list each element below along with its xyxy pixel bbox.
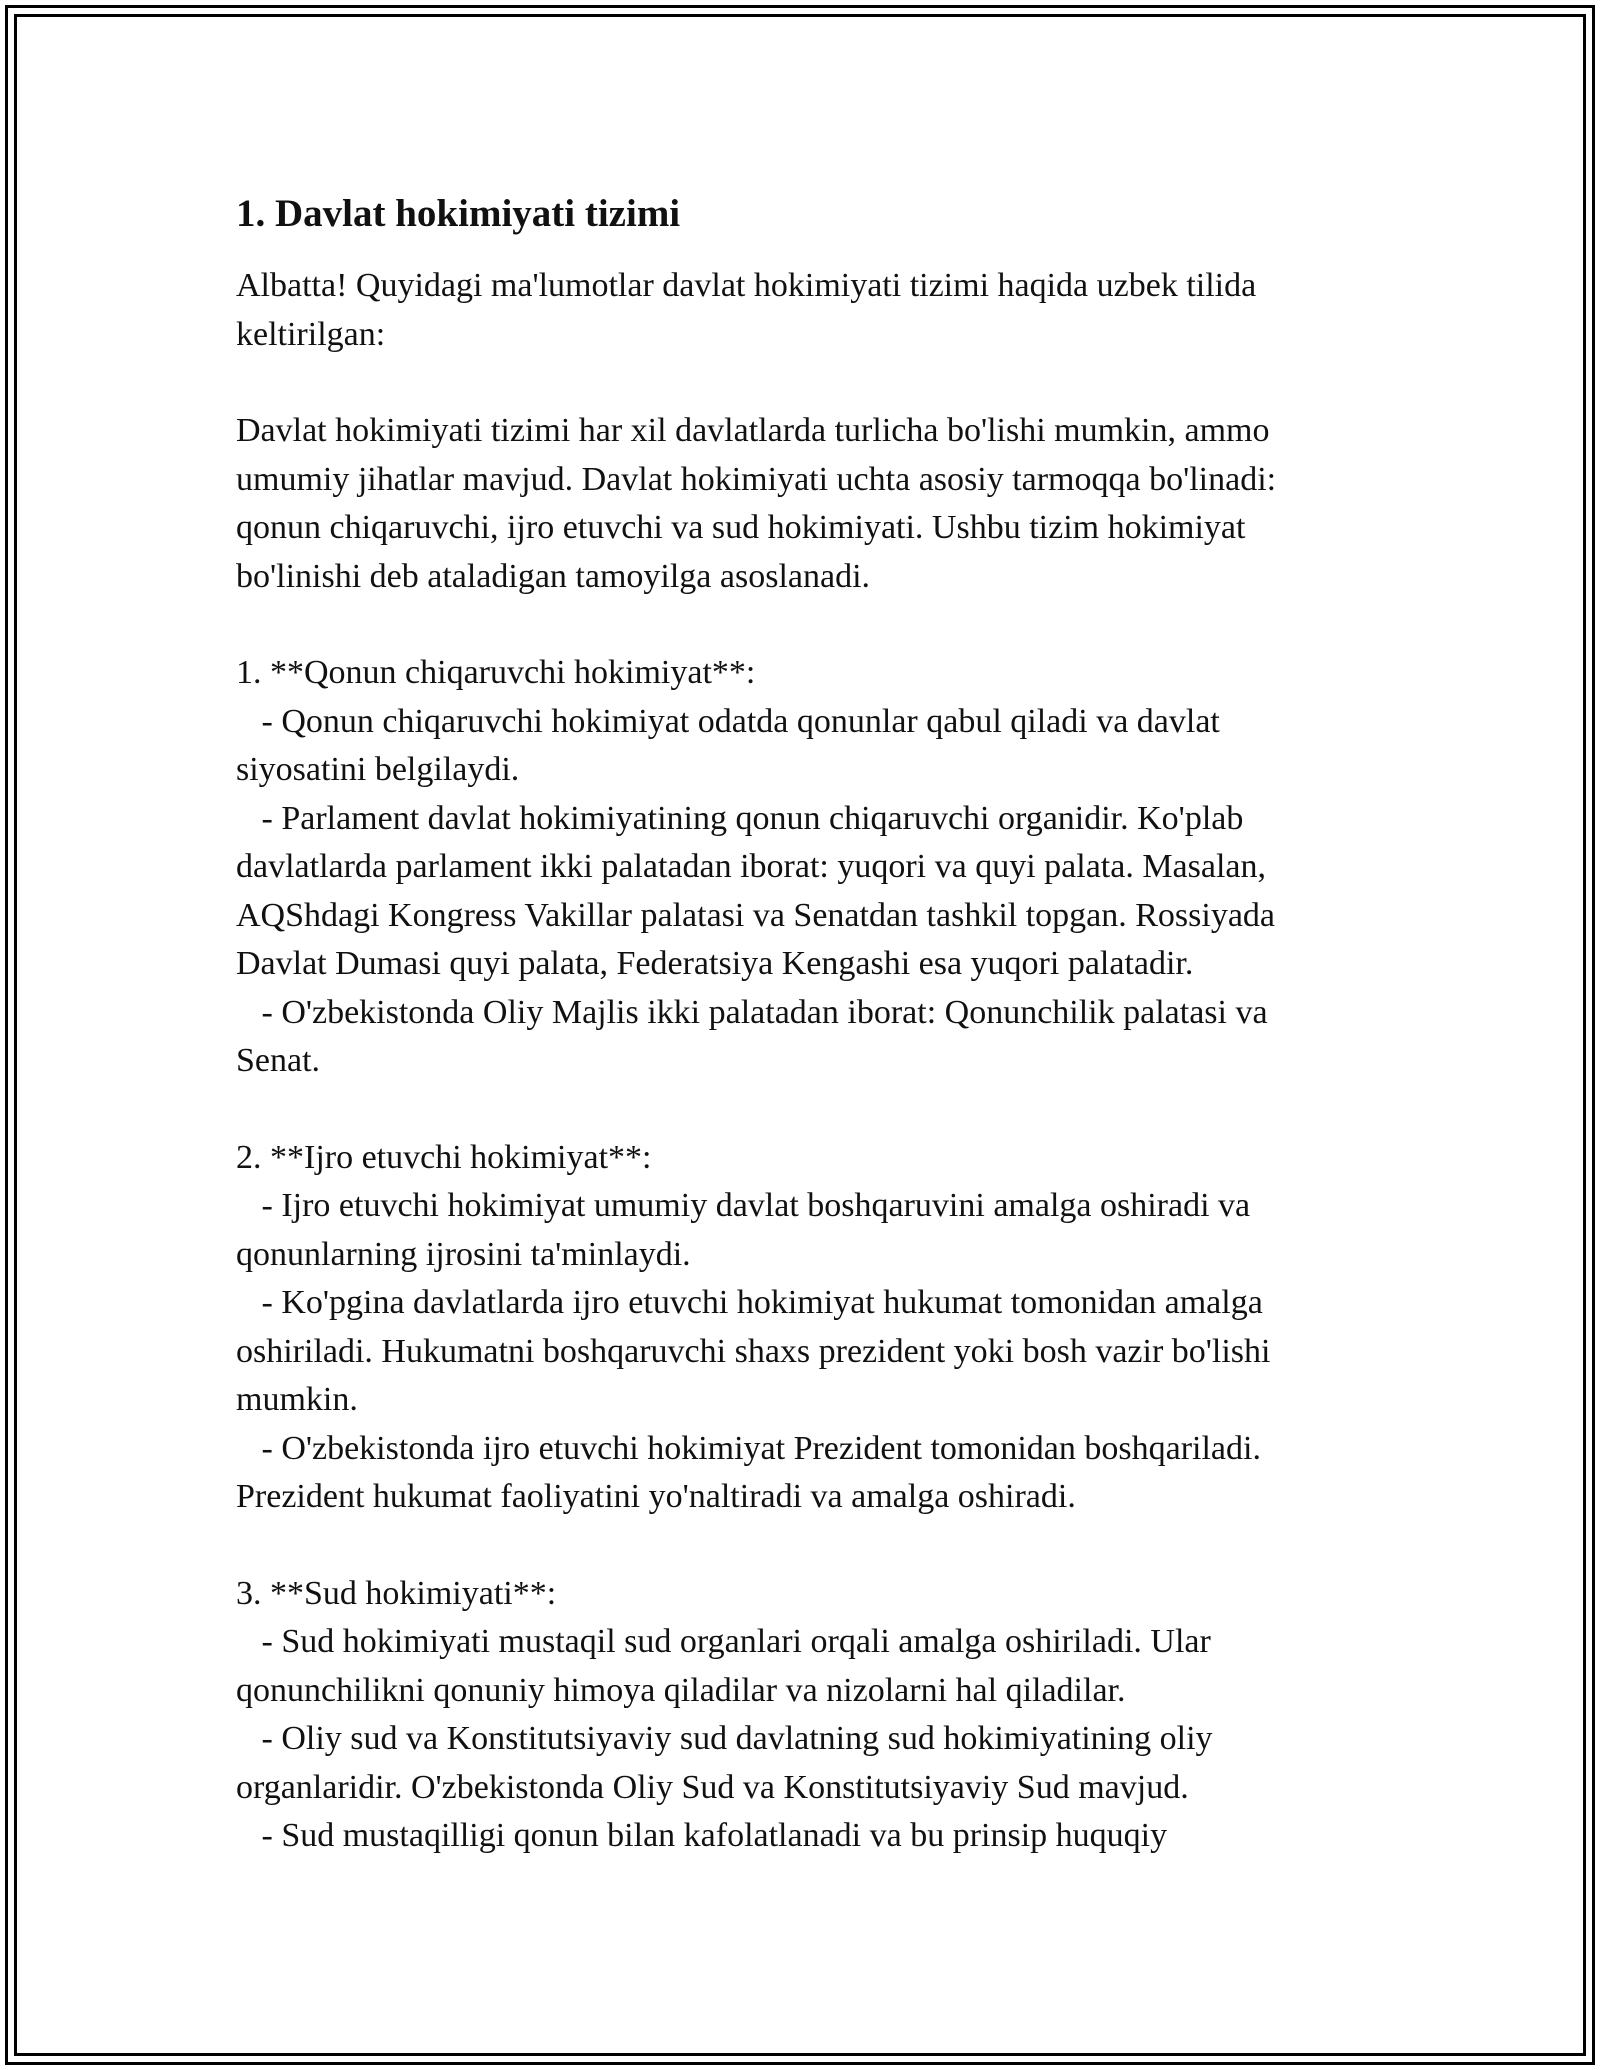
text-line: Albatta! Quyidagi ma'lumotlar davlat hokimiyati tizimi haqida uzbek tilida	[236, 267, 1257, 304]
text-line: Senat.	[236, 1042, 321, 1079]
text-line: keltirilgan:	[236, 315, 386, 353]
list-item-heading: 2. **Ijro etuvchi hokimiyat**:	[236, 1138, 652, 1176]
text-line: qonun chiqaruvchi, ijro etuvchi va sud hokimiyati. Ushbu tizim hokimiyat	[236, 509, 1246, 546]
intro-paragraph	[236, 262, 1366, 359]
text-line: Davlat hokimiyati tizimi har xil davlatlarda turlicha bo'lishi mumkin, ammo	[236, 412, 1270, 449]
text-line: Prezident hukumat faoliyatini yo'naltiradi va amalga oshiradi.	[236, 1478, 1076, 1515]
text-line: - Oliy sud va Konstitutsiyaviy sud davlatning sud hokimiyatining oliy	[236, 1720, 1213, 1757]
text-line: oshiriladi. Hukumatni boshqaruvchi shaxs prezident yoki bosh vazir bo'lishi	[236, 1332, 1271, 1370]
text-line: bo'linishi deb ataladigan tamoyilga asoslanadi.	[236, 557, 871, 595]
text-line: AQShdagi Kongress Vakillar palatasi va Senatdan tashkil topgan. Rossiyada	[236, 896, 1276, 934]
text-line: - Parlament davlat hokimiyatining qonun chiqaruvchi organidir. Ko'plab	[236, 799, 1244, 837]
text-line: siyosatini belgilaydi.	[236, 751, 520, 788]
text-line: mumkin.	[236, 1381, 358, 1418]
text-line: qonunchilikni qonuniy himoya qiladilar va nizolarni hal qiladilar.	[236, 1671, 1126, 1709]
list-item-heading: 1. **Qonun chiqaruvchi hokimiyat**:	[236, 654, 756, 691]
text-line: - Ko'pgina davlatlarda ijro etuvchi hokimiyat hukumat tomonidan amalga	[236, 1284, 1263, 1321]
document-body	[236, 186, 1366, 1909]
list-item-heading: 3. **Sud hokimiyati**:	[236, 1574, 557, 1612]
text-line: - O'zbekistonda Oliy Majlis ikki palatadan iborat: Qonunchilik palatasi va	[236, 993, 1268, 1031]
overview-paragraph	[236, 407, 1366, 601]
text-line: - Ijro etuvchi hokimiyat umumiy davlat boshqaruvini amalga oshiradi va	[236, 1187, 1251, 1224]
text-line: davlatlarda parlament ikki palatadan iborat: yuqori va quyi palata. Masalan,	[236, 848, 1267, 885]
text-line: organlaridir. O'zbekistonda Oliy Sud va Konstitutsiyaviy Sud mavjud.	[236, 1768, 1189, 1806]
judicial-branch-section	[236, 1570, 1366, 1861]
text-line: - Sud hokimiyati mustaqil sud organlari orqali amalga oshiriladi. Ular	[236, 1623, 1211, 1660]
text-line: - Sud mustaqilligi qonun bilan kafolatlanadi va bu prinsip huquqiy	[236, 1817, 1168, 1854]
legislative-branch-section	[236, 649, 1366, 1086]
text-line: - Qonun chiqaruvchi hokimiyat odatda qonunlar qabul qiladi va davlat	[236, 702, 1220, 740]
text-line: umumiy jihatlar mavjud. Davlat hokimiyati uchta asosiy tarmoqqa bo'linadi:	[236, 460, 1277, 498]
text-line: qonunlarning ijrosini ta'minlaydi.	[236, 1235, 691, 1273]
executive-branch-section	[236, 1134, 1366, 1522]
text-line: - O'zbekistonda ijro etuvchi hokimiyat Prezident tomonidan boshqariladi.	[236, 1429, 1261, 1467]
section-heading: 1. Davlat hokimiyati tizimi	[236, 192, 681, 235]
text-line: Davlat Dumasi quyi palata, Federatsiya Kengashi esa yuqori palatadir.	[236, 945, 1194, 982]
